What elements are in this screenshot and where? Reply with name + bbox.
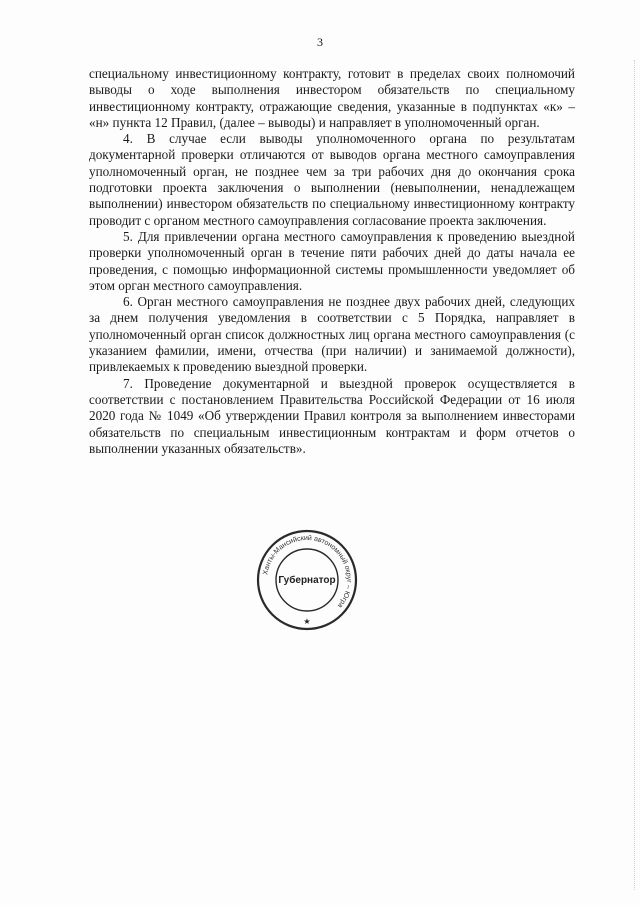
paragraph-5: 5. Для привлечении органа местного самоуправления к проведению выездной проверки уполномоченный орган в течение пяти рабочих дней до даты начала ее проведения, с помощью информационной системы промышленности уведомляет об этом орган местного самоуправления. <box>89 228 575 293</box>
scan-margin-line <box>634 60 635 890</box>
document-body <box>89 66 575 457</box>
governor-stamp <box>255 528 359 632</box>
paragraph-6: 6. Орган местного самоуправления не позднее двух рабочих дней, следующих за днем получения уведомления в соответствии с 5 Порядка, направляет в уполномоченный орган список должностных лиц органа местного самоуправления (с указанием фамилии, имени, отчества (при наличии) и занимаемой должности), привлекаемых к проведению выездной проверки. <box>89 294 575 375</box>
stamp-center-text: Губернатор <box>278 575 336 586</box>
stamp-ring-text: Ханты-Мансийский автономный округ – Югра <box>262 534 353 609</box>
paragraph-7: 7. Проведение документарной и выездной проверок осуществляется в соответствии с постановлением Правительства Российской Федерации от 16 июля 2020 года № 1049 «Об утверждении Правил контроля за выполнением инвесторами обязательств по специальным инвестиционным контрактам и форм отчетов о выполнении указанных обязательств». <box>89 375 575 456</box>
paragraph-continuation: специальному инвестиционному контракту, готовит в пределах своих полномочий выводы о ходе выполнения инвестором обязательств по специальному инвестиционному контракту, отражающие сведения, указанные в подпунктах «к» – «н» пункта 12 Правил, (далее – выводы) и направляет в уполномоченный орган. <box>89 66 575 130</box>
paragraph-4: 4. В случае если выводы уполномоченного органа по результатам документарной проверки отличаются от выводов органа местного самоуправления уполномоченный орган, не позднее чем за три рабочих дня до окончания срока подготовки проекта заключения о выполнении (невыполнении, ненадлежащем выполнении) инвестором обязательств по специальному инвестиционному контракту проводит с органом местного самоуправления согласование проекта заключения. <box>89 131 575 228</box>
page-number: 3 <box>317 35 323 49</box>
stamp-star-icon: ★ <box>303 617 311 626</box>
